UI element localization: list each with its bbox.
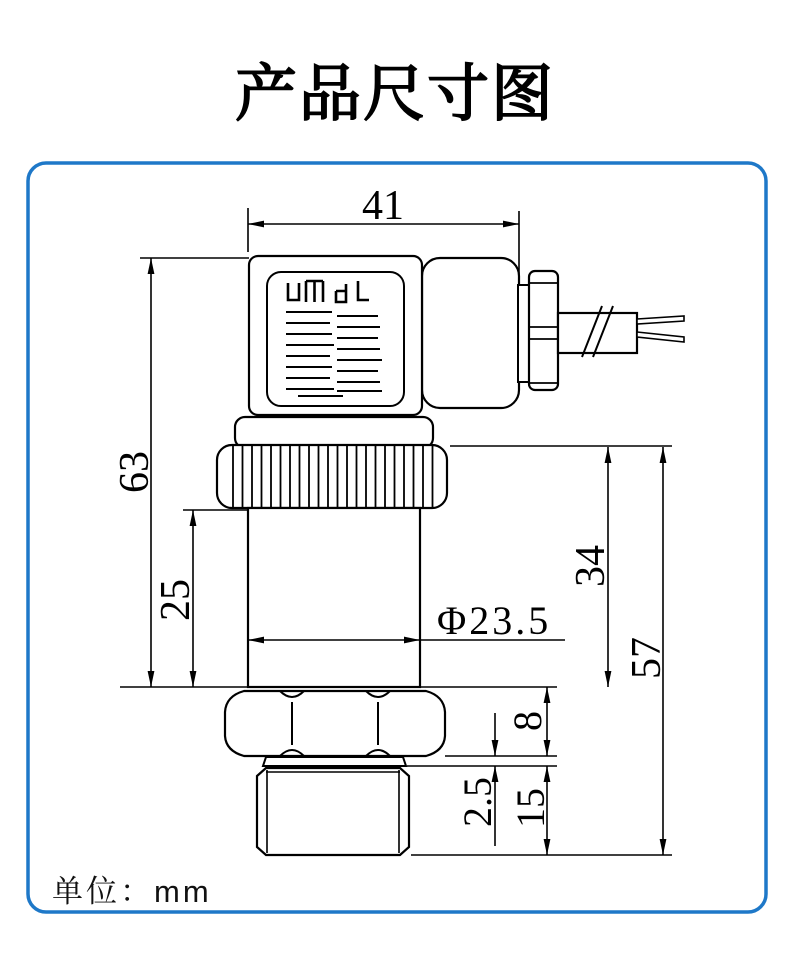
dim-34-label: 34: [568, 545, 614, 587]
gland-neck: [518, 285, 529, 382]
dim-diameter-label: Φ23.5: [437, 598, 552, 643]
dim-8-label: 8: [505, 711, 550, 731]
dim-63-label: 63: [112, 451, 158, 493]
hex-nut: [225, 691, 445, 756]
dim-57-label: 57: [624, 637, 670, 679]
dim-2-5-label: 2.5: [455, 777, 500, 827]
body-cylinder: [248, 508, 420, 687]
dim-15-label: 15: [508, 788, 553, 828]
unit-label: 单位：mm: [52, 874, 212, 909]
page-title: 产品尺寸图: [234, 60, 555, 129]
cable-gland: [529, 271, 558, 390]
washer: [263, 757, 406, 766]
locking-collar: [235, 417, 433, 448]
connector-head-right: [422, 258, 519, 408]
thread-stud: [257, 768, 409, 855]
dim-25-label: 25: [153, 579, 199, 621]
dim-41-label: 41: [362, 183, 404, 229]
